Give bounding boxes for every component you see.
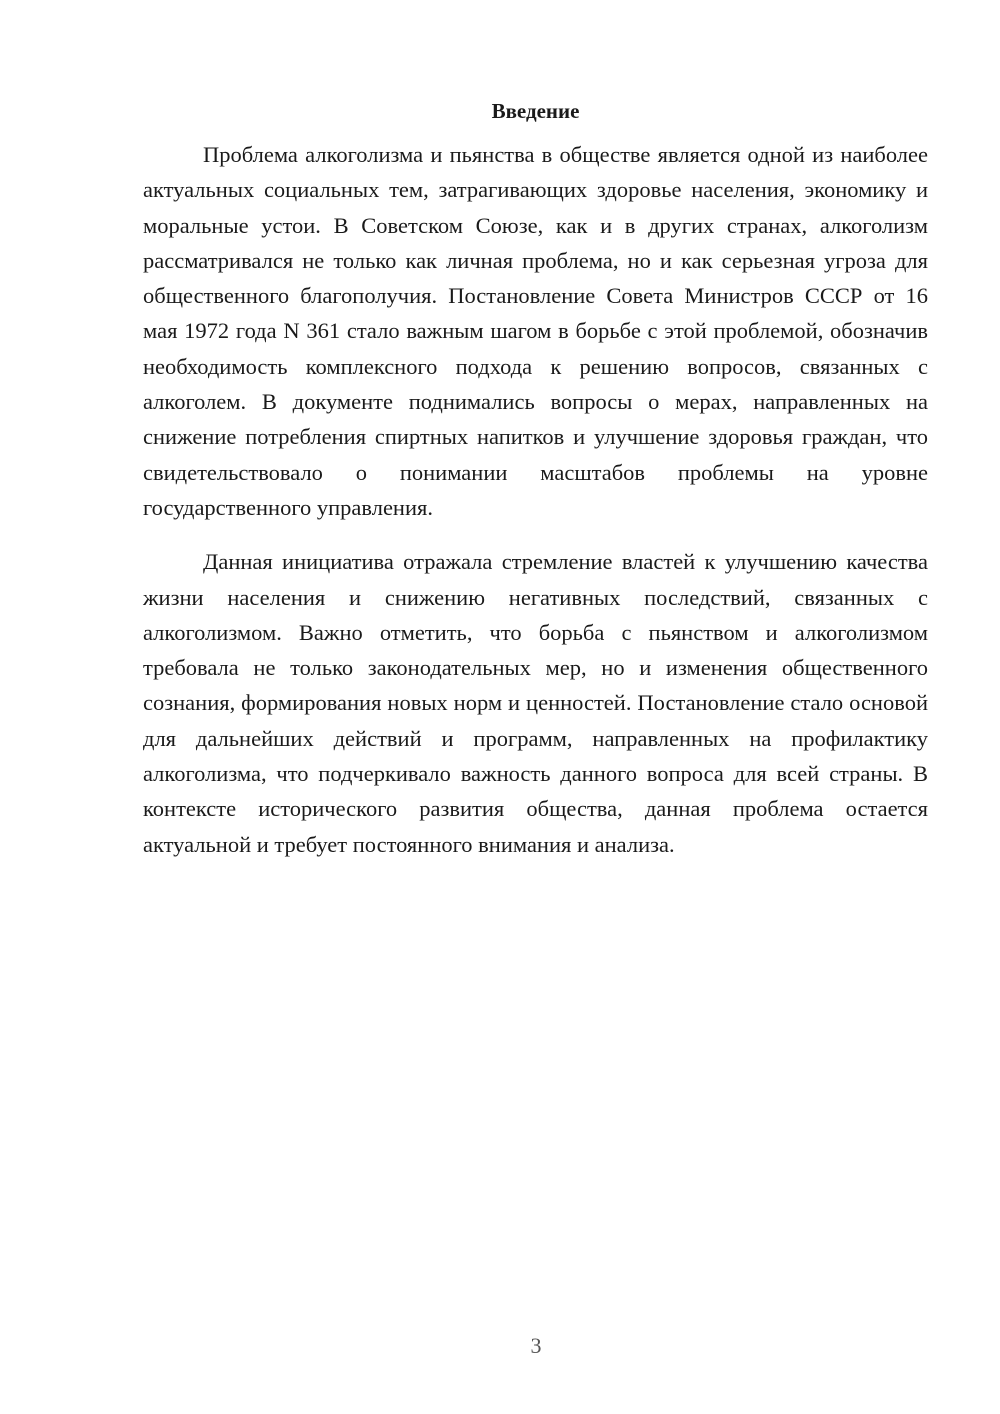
section-title: Введение xyxy=(491,99,580,123)
page-content xyxy=(143,96,928,862)
paragraph-2: Данная инициатива отражала стремление властей к улучшению качества жизни населения и снижению негативных последствий, связанных с алкоголизмом. Важно отметить, что борьба с пьянством и алкоголизмом требовала не только законодательных мер, но и изменения общественного сознания, формирования новых норм и ценностей. Постановление стало основой для дальнейших действий и программ, направленных на профилактику алкоголизма, что подчеркивало важность данного вопроса для всей страны. В контексте исторического развития общества, данная проблема остается актуальной и требует постоянного внимания и анализа. xyxy=(143,549,928,857)
paragraph-1: Проблема алкоголизма и пьянства в обществе является одной из наиболее актуальных социальных тем, затрагивающих здоровье населения, экономику и моральные устои. В Советском Союзе, как и в других странах, алкоголизм рассматривался не только как личная проблема, но и как серьезная угроза для общественного благополучия. Постановление Совета Министров СССР от 16 мая 1972 года N 361 стало важным шагом в борьбе с этой проблемой, обозначив необходимость комплексного подхода к решению вопросов, связанных с алкоголем. В документе поднимались вопросы о мерах, направленных на снижение потребления спиртных напитков и улучшение здоровья граждан, что свидетельствовало о понимании масштабов проблемы на уровне государственного управления. xyxy=(143,142,928,520)
page-number: 3 xyxy=(530,1333,542,1358)
